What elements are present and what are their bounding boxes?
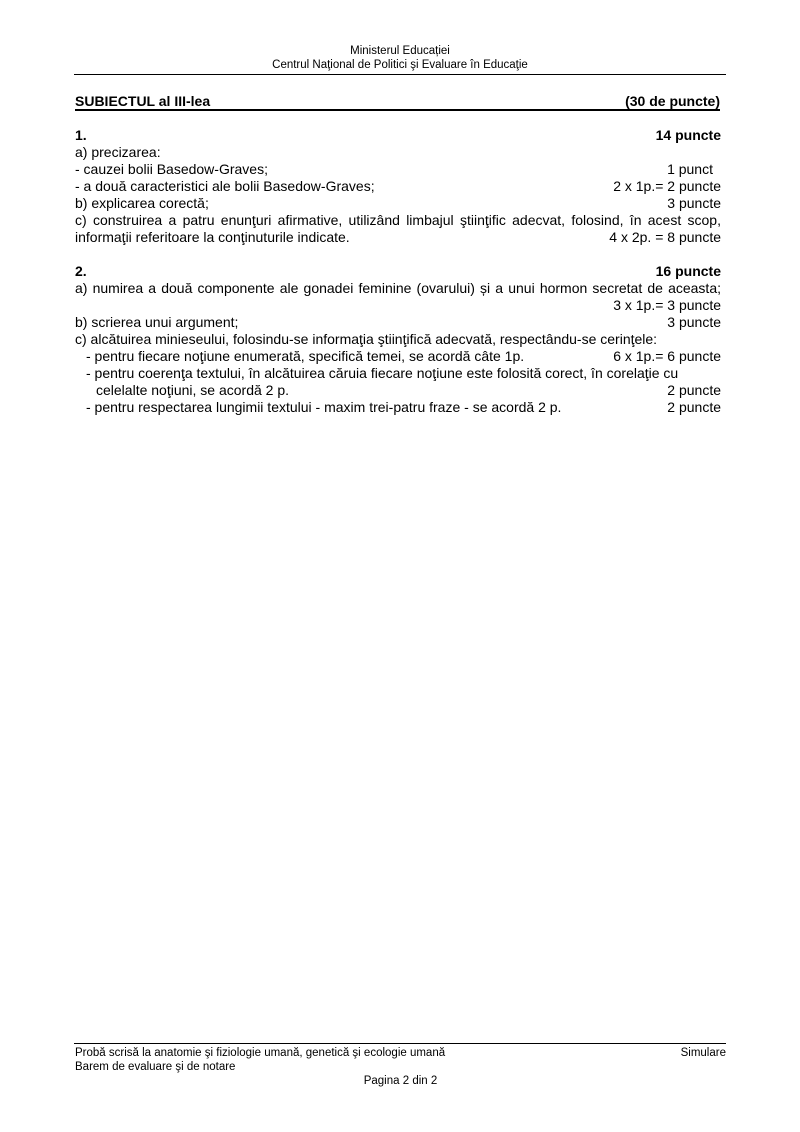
grading-body bbox=[75, 127, 721, 416]
q1-a1-points: 1 punct bbox=[667, 161, 713, 177]
q2-b-row bbox=[75, 314, 721, 331]
q2-number: 2. bbox=[75, 263, 87, 279]
q2-c2-line1-row bbox=[75, 365, 721, 382]
footer-page-number: Pagina 2 din 2 bbox=[363, 1075, 438, 1087]
q2-c2-points: 2 puncte bbox=[667, 382, 721, 398]
q1-b-row bbox=[75, 195, 721, 212]
q1-c-line2-row bbox=[75, 229, 721, 246]
q2-points: 16 puncte bbox=[655, 263, 721, 279]
q2-c1-text: - pentru fiecare noţiune enumerată, specifică temei, se acordă câte 1p. bbox=[86, 348, 525, 364]
footer-divider bbox=[74, 1043, 726, 1044]
q1-a1-row bbox=[75, 161, 721, 178]
footer-barem: Barem de evaluare şi de notare bbox=[75, 1061, 236, 1073]
ministry-name: Ministerul Educației bbox=[350, 45, 450, 57]
q1-c-points: 4 x 2p. = 8 puncte bbox=[609, 229, 721, 245]
q2-b-text: b) scrierea unui argument; bbox=[75, 314, 239, 330]
q2-c-intro: c) alcătuirea minieseului, folosindu-se informaţia ştiinţifică adecvată, respectându-se cerinţele: bbox=[75, 331, 658, 347]
q2-a-line1: a) numirea a două componente ale gonadei feminine (ovarului) și a unui hormon secretat de aceasta; bbox=[75, 280, 721, 296]
q2-a-points: 3 x 1p.= 3 puncte bbox=[613, 297, 721, 313]
q2-c1-row bbox=[75, 348, 721, 365]
q2-c2-line2-row bbox=[75, 382, 721, 399]
title-underline bbox=[75, 109, 720, 111]
q1-heading bbox=[75, 127, 721, 144]
footer-exam-name: Probă scrisă la anatomie şi fiziologie umană, genetică şi ecologie umană bbox=[75, 1047, 446, 1059]
footer-row-1 bbox=[75, 1046, 726, 1060]
q2-c3-text: - pentru respectarea lungimii textului - maxim trei-patru fraze - se acordă 2 p. bbox=[86, 399, 562, 415]
spacer bbox=[75, 246, 721, 263]
q1-number: 1. bbox=[75, 127, 87, 143]
q1-b-text: b) explicarea corectă; bbox=[75, 195, 209, 211]
q2-b-points: 3 puncte bbox=[667, 314, 721, 330]
footer-tag: Simulare bbox=[680, 1047, 726, 1059]
q2-c3-points: 2 puncte bbox=[667, 399, 721, 415]
center-name: Centrul Naţional de Politici şi Evaluare în Educaţie bbox=[272, 59, 528, 71]
document-footer bbox=[75, 1046, 726, 1088]
q1-a2-row bbox=[75, 178, 721, 195]
q1-a2-points: 2 x 1p.= 2 puncte bbox=[613, 178, 721, 194]
q2-a-points-row bbox=[75, 297, 721, 314]
subject-points: (30 de puncte) bbox=[625, 93, 720, 109]
q1-a-intro-row bbox=[75, 144, 721, 161]
q2-c1-points: 6 x 1p.= 6 puncte bbox=[613, 348, 721, 364]
q2-c-intro-row bbox=[75, 331, 721, 348]
q1-a1-text: - cauzei bolii Basedow-Graves; bbox=[75, 161, 268, 177]
q1-c-line1: c) construirea a patru enunţuri afirmative, utilizând limbajul ştiinţific adecvat, folosind, în acest scop, bbox=[75, 212, 721, 228]
q1-points: 14 puncte bbox=[655, 127, 721, 143]
q1-c-line2: informaţii referitoare la conţinuturile indicate. bbox=[75, 229, 350, 245]
document-header bbox=[74, 44, 726, 72]
q2-c3-row bbox=[75, 399, 721, 416]
header-divider bbox=[74, 74, 726, 75]
subject-title: SUBIECTUL al III-lea bbox=[75, 93, 211, 109]
q2-c2-line1: - pentru coerenţa textului, în alcătuirea căruia fiecare noţiune este folosită corect, în corelaţie cu bbox=[86, 365, 679, 381]
q1-a-intro: a) precizarea: bbox=[75, 144, 161, 160]
q1-b-points: 3 puncte bbox=[667, 195, 721, 211]
q2-heading bbox=[75, 263, 721, 280]
q1-a2-text: - a două caracteristici ale bolii Basedow-Graves; bbox=[75, 178, 375, 194]
q2-c2-line2: celelalte noţiuni, se acordă 2 p. bbox=[96, 382, 290, 398]
